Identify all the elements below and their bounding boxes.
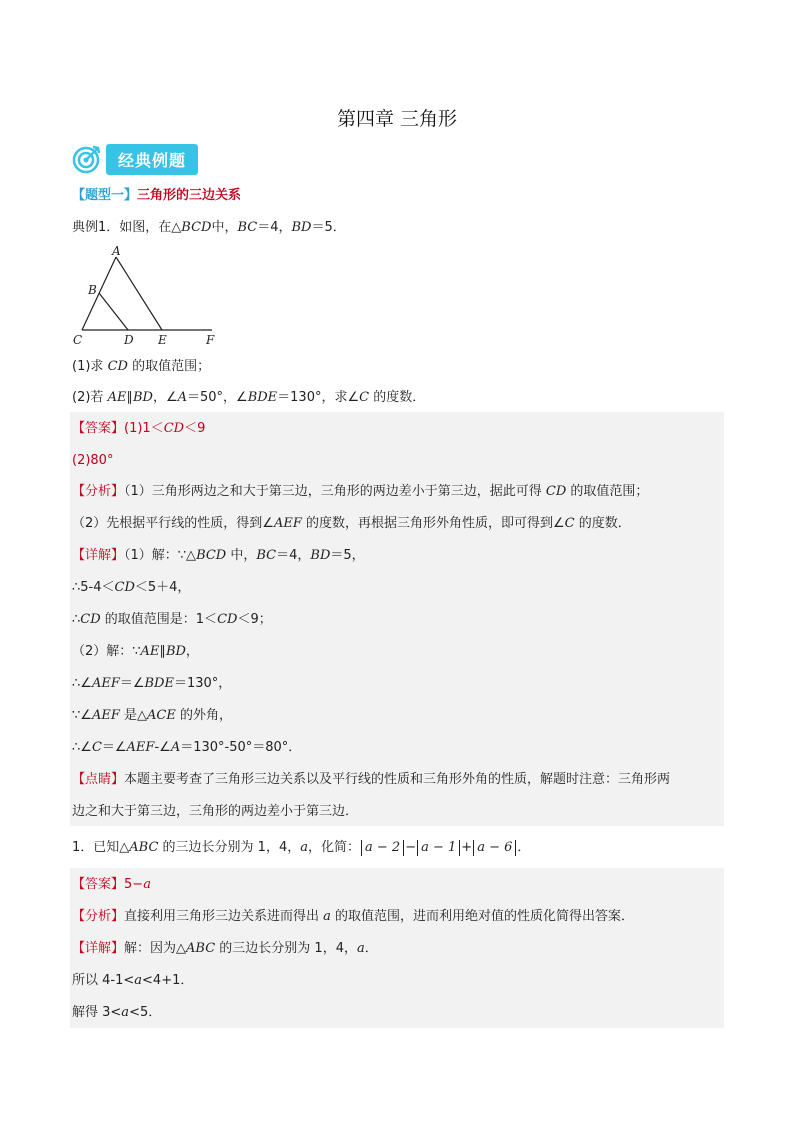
target-icon — [72, 144, 102, 174]
detail-1: 【详解】（1）解：∵△BCD 中，BC＝4，BD＝5， — [72, 548, 365, 563]
label-c: C — [73, 333, 83, 347]
label-f: F — [206, 333, 215, 347]
abs-a-minus-2: a − 2 — [361, 840, 404, 856]
label-b: B — [88, 283, 97, 297]
question-2: (2)若 AE∥BD，∠A＝50°，∠BDE＝130°，求∠C 的度数． — [72, 390, 426, 405]
answer-1: 【答案】(1)1＜CD＜9 — [72, 421, 206, 436]
problem1-stem: 1．已知△ABC 的三边长分别为 1，4，a，化简： a − 2 − a − 1 + a − 6 ． — [72, 840, 531, 855]
detail-4: （2）解：∵AE∥BD， — [72, 644, 199, 659]
answer-2: (2)80° — [72, 453, 114, 468]
p1-answer: 【答案】5−a — [72, 877, 151, 892]
analysis-2: （2）先根据平行线的性质，得到∠AEF 的度数，再根据三角形外角性质，即可得到∠C 的度数． — [72, 516, 631, 531]
question-1: (1)求 CD 的取值范围； — [72, 359, 211, 374]
p1-detail-1: 【详解】解：因为△ABC 的三边长分别为 1，4，a． — [72, 941, 378, 956]
page-title: 第四章 三角形 — [336, 108, 458, 130]
detail-2: ∴5-4＜CD＜5＋4， — [72, 580, 191, 595]
analysis-1: 【分析】（1）三角形两边之和大于第三边，三角形的两边差小于第三边，据此可得 CD 的取值范围； — [72, 484, 649, 499]
badge-label: 经典例题 — [106, 144, 198, 175]
detail-5: ∴∠AEF＝∠BDE＝130°， — [72, 676, 232, 691]
detail-6: ∵∠AEF 是△ACE 的外角， — [72, 708, 232, 723]
label-d: D — [124, 333, 134, 347]
label-a: A — [112, 244, 121, 258]
example1-stem: 典例1．如图，在△BCD中，BC＝4，BD＝5． — [72, 220, 346, 235]
p1-detail-2: 所以 4-1<a<4+1． — [72, 973, 194, 988]
label-e: E — [158, 333, 167, 347]
point-2: 边之和大于第三边，三角形的两边差小于第三边． — [72, 804, 359, 819]
p1-analysis: 【分析】直接利用三角形三边关系进而得出 a 的取值范围，进而利用绝对值的性质化简得出答案． — [72, 909, 635, 924]
abs-a-minus-6: a − 6 — [473, 840, 516, 856]
section-heading: 【题型一】三角形的三边关系 — [72, 188, 242, 203]
p1-detail-3: 解得 3<a<5． — [72, 1005, 162, 1020]
segment-ae — [116, 257, 162, 330]
detail-3: ∴CD 的取值范围是：1＜CD＜9； — [72, 612, 272, 627]
detail-7: ∴∠C＝∠AEF-∠A＝130°-50°＝80°． — [72, 740, 302, 755]
segment-bd — [99, 293, 128, 330]
point-1: 【点睛】本题主要考查了三角形三边关系以及平行线的性质和三角形外角的性质，解题时注意：三角形两 — [72, 772, 671, 787]
section-badge — [72, 142, 198, 176]
abs-a-minus-1: a − 1 — [417, 840, 460, 856]
triangle-figure — [70, 242, 230, 350]
